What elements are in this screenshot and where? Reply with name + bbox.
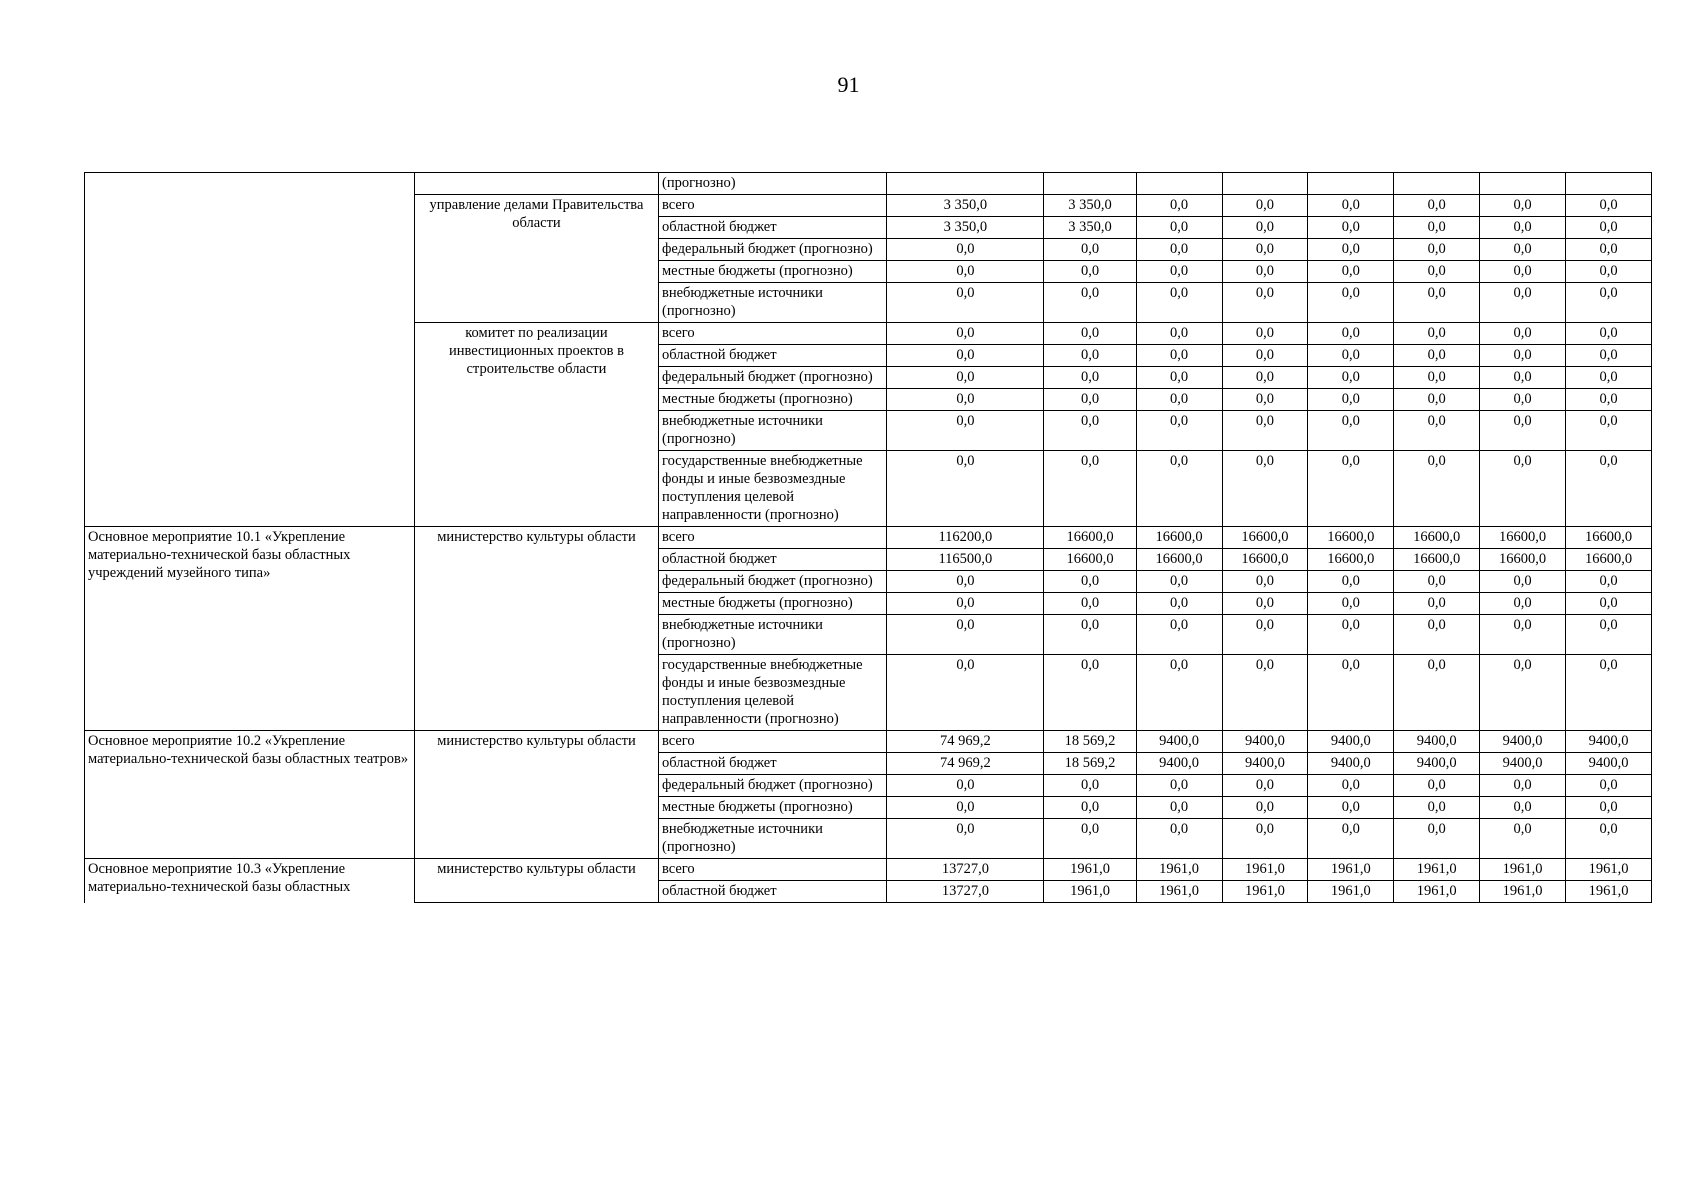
value-cell: 0,0 <box>1044 593 1136 615</box>
value-cell: 0,0 <box>1136 367 1222 389</box>
value-cell <box>1222 173 1308 195</box>
value-cell: 1961,0 <box>1308 859 1394 881</box>
value-cell: 9400,0 <box>1394 731 1480 753</box>
value-cell: 16600,0 <box>1394 549 1480 571</box>
value-cell: 0,0 <box>1566 345 1652 367</box>
value-cell: 0,0 <box>1566 655 1652 731</box>
value-cell: 9400,0 <box>1222 753 1308 775</box>
value-cell: 16600,0 <box>1044 549 1136 571</box>
funding-source-cell: местные бюджеты (прогнозно) <box>658 797 886 819</box>
value-cell: 0,0 <box>887 323 1044 345</box>
value-cell: 0,0 <box>1480 797 1566 819</box>
value-cell: 0,0 <box>1222 615 1308 655</box>
table-row <box>85 323 1652 345</box>
value-cell: 0,0 <box>1566 323 1652 345</box>
value-cell: 0,0 <box>1480 217 1566 239</box>
value-cell: 0,0 <box>1222 345 1308 367</box>
value-cell: 0,0 <box>1566 389 1652 411</box>
value-cell: 3 350,0 <box>887 217 1044 239</box>
value-cell: 0,0 <box>1394 797 1480 819</box>
table-row <box>85 195 1652 217</box>
value-cell: 0,0 <box>1136 797 1222 819</box>
value-cell <box>1044 173 1136 195</box>
value-cell: 0,0 <box>1044 411 1136 451</box>
value-cell: 0,0 <box>1222 217 1308 239</box>
value-cell: 0,0 <box>1394 451 1480 527</box>
value-cell: 0,0 <box>1394 345 1480 367</box>
value-cell: 0,0 <box>1308 195 1394 217</box>
value-cell: 0,0 <box>1308 283 1394 323</box>
value-cell: 16600,0 <box>1044 527 1136 549</box>
value-cell: 0,0 <box>1480 615 1566 655</box>
value-cell: 0,0 <box>1480 195 1566 217</box>
value-cell: 0,0 <box>1222 389 1308 411</box>
value-cell: 0,0 <box>1136 283 1222 323</box>
value-cell: 0,0 <box>1136 261 1222 283</box>
table-row <box>85 731 1652 753</box>
value-cell: 0,0 <box>887 819 1044 859</box>
value-cell: 9400,0 <box>1136 753 1222 775</box>
table-row <box>85 173 1652 195</box>
value-cell: 0,0 <box>1566 451 1652 527</box>
funding-source-cell: внебюджетные источники (прогнозно) <box>658 411 886 451</box>
value-cell: 0,0 <box>1044 615 1136 655</box>
value-cell: 74 969,2 <box>887 753 1044 775</box>
value-cell: 0,0 <box>887 615 1044 655</box>
funding-source-cell: федеральный бюджет (прогнозно) <box>658 239 886 261</box>
value-cell: 9400,0 <box>1566 731 1652 753</box>
value-cell: 0,0 <box>1566 797 1652 819</box>
value-cell: 9400,0 <box>1222 731 1308 753</box>
value-cell: 0,0 <box>1480 451 1566 527</box>
value-cell: 3 350,0 <box>887 195 1044 217</box>
value-cell: 0,0 <box>1136 239 1222 261</box>
value-cell: 0,0 <box>1566 819 1652 859</box>
funding-source-cell: всего <box>658 527 886 549</box>
value-cell: 0,0 <box>1566 593 1652 615</box>
value-cell: 16600,0 <box>1308 549 1394 571</box>
value-cell: 0,0 <box>1136 655 1222 731</box>
funding-source-cell: областной бюджет <box>658 549 886 571</box>
value-cell: 0,0 <box>1222 797 1308 819</box>
funding-source-cell: государственные внебюджетные фонды и иные безвозмездные поступления целевой направленности (прогнозно) <box>658 451 886 527</box>
value-cell: 0,0 <box>1308 593 1394 615</box>
value-cell: 9400,0 <box>1308 731 1394 753</box>
value-cell: 0,0 <box>1136 411 1222 451</box>
value-cell: 0,0 <box>1222 195 1308 217</box>
value-cell: 1961,0 <box>1222 859 1308 881</box>
value-cell: 0,0 <box>1044 367 1136 389</box>
funding-source-cell: местные бюджеты (прогнозно) <box>658 261 886 283</box>
value-cell: 74 969,2 <box>887 731 1044 753</box>
funding-source-cell: федеральный бюджет (прогнозно) <box>658 571 886 593</box>
value-cell: 0,0 <box>1308 411 1394 451</box>
value-cell: 0,0 <box>1136 451 1222 527</box>
value-cell: 0,0 <box>1136 345 1222 367</box>
value-cell: 1961,0 <box>1044 881 1136 903</box>
value-cell: 1961,0 <box>1480 859 1566 881</box>
value-cell: 1961,0 <box>1044 859 1136 881</box>
funding-source-cell: областной бюджет <box>658 881 886 903</box>
value-cell: 0,0 <box>887 571 1044 593</box>
value-cell: 0,0 <box>1222 571 1308 593</box>
value-cell: 0,0 <box>1480 593 1566 615</box>
value-cell: 0,0 <box>1044 345 1136 367</box>
value-cell: 16600,0 <box>1222 549 1308 571</box>
value-cell: 16600,0 <box>1394 527 1480 549</box>
funding-source-cell: всего <box>658 323 886 345</box>
funding-source-cell: государственные внебюджетные фонды и иные безвозмездные поступления целевой направленности (прогнозно) <box>658 655 886 731</box>
value-cell: 1961,0 <box>1394 859 1480 881</box>
value-cell <box>1480 173 1566 195</box>
value-cell: 1961,0 <box>1136 881 1222 903</box>
value-cell: 0,0 <box>1394 615 1480 655</box>
executor-cell: министерство культуры области <box>414 527 658 731</box>
value-cell: 0,0 <box>887 283 1044 323</box>
value-cell: 0,0 <box>1394 195 1480 217</box>
value-cell: 1961,0 <box>1480 881 1566 903</box>
value-cell: 0,0 <box>1222 261 1308 283</box>
value-cell: 0,0 <box>1394 239 1480 261</box>
value-cell: 16600,0 <box>1566 527 1652 549</box>
value-cell: 0,0 <box>1136 323 1222 345</box>
value-cell: 0,0 <box>1480 261 1566 283</box>
value-cell: 0,0 <box>887 389 1044 411</box>
value-cell: 0,0 <box>1566 367 1652 389</box>
value-cell: 0,0 <box>1394 389 1480 411</box>
funding-source-cell: местные бюджеты (прогнозно) <box>658 593 886 615</box>
budget-table <box>84 172 1652 903</box>
value-cell: 0,0 <box>1136 389 1222 411</box>
funding-source-cell: всего <box>658 195 886 217</box>
value-cell: 16600,0 <box>1480 527 1566 549</box>
value-cell: 0,0 <box>1222 593 1308 615</box>
value-cell <box>887 173 1044 195</box>
value-cell: 0,0 <box>887 367 1044 389</box>
funding-source-cell: всего <box>658 731 886 753</box>
value-cell: 0,0 <box>1394 411 1480 451</box>
value-cell: 0,0 <box>1136 217 1222 239</box>
funding-source-cell: всего <box>658 859 886 881</box>
value-cell: 0,0 <box>1044 283 1136 323</box>
value-cell: 0,0 <box>1480 367 1566 389</box>
value-cell: 13727,0 <box>887 881 1044 903</box>
value-cell: 0,0 <box>1044 797 1136 819</box>
value-cell: 1961,0 <box>1222 881 1308 903</box>
value-cell: 0,0 <box>1566 571 1652 593</box>
value-cell: 18 569,2 <box>1044 731 1136 753</box>
value-cell: 0,0 <box>1136 775 1222 797</box>
value-cell: 0,0 <box>1394 217 1480 239</box>
value-cell: 0,0 <box>1480 819 1566 859</box>
value-cell: 9400,0 <box>1136 731 1222 753</box>
value-cell: 0,0 <box>1566 283 1652 323</box>
value-cell: 0,0 <box>1044 261 1136 283</box>
value-cell: 9400,0 <box>1566 753 1652 775</box>
value-cell: 0,0 <box>887 593 1044 615</box>
value-cell: 0,0 <box>1480 411 1566 451</box>
funding-source-cell: внебюджетные источники (прогнозно) <box>658 283 886 323</box>
funding-source-cell: внебюджетные источники (прогнозно) <box>658 615 886 655</box>
value-cell: 9400,0 <box>1480 753 1566 775</box>
value-cell: 0,0 <box>1566 775 1652 797</box>
funding-source-cell: областной бюджет <box>658 345 886 367</box>
executor-cell <box>414 173 658 195</box>
value-cell: 0,0 <box>887 797 1044 819</box>
page-number: 91 <box>837 72 860 97</box>
value-cell: 0,0 <box>1566 411 1652 451</box>
value-cell: 0,0 <box>887 451 1044 527</box>
value-cell: 0,0 <box>1308 571 1394 593</box>
value-cell: 0,0 <box>1308 261 1394 283</box>
funding-source-cell: областной бюджет <box>658 753 886 775</box>
value-cell: 0,0 <box>1044 655 1136 731</box>
value-cell: 0,0 <box>1136 195 1222 217</box>
value-cell: 1961,0 <box>1136 859 1222 881</box>
value-cell: 0,0 <box>1480 345 1566 367</box>
value-cell: 0,0 <box>1222 819 1308 859</box>
funding-source-cell: федеральный бюджет (прогнозно) <box>658 775 886 797</box>
value-cell <box>1394 173 1480 195</box>
executor-cell: министерство культуры области <box>414 859 658 903</box>
value-cell: 0,0 <box>1136 571 1222 593</box>
value-cell: 1961,0 <box>1308 881 1394 903</box>
value-cell: 0,0 <box>1222 451 1308 527</box>
value-cell: 0,0 <box>1044 323 1136 345</box>
table-body <box>85 173 1652 903</box>
value-cell: 3 350,0 <box>1044 217 1136 239</box>
value-cell: 0,0 <box>1394 775 1480 797</box>
value-cell: 0,0 <box>1044 451 1136 527</box>
value-cell: 13727,0 <box>887 859 1044 881</box>
value-cell: 16600,0 <box>1136 549 1222 571</box>
value-cell: 0,0 <box>1394 367 1480 389</box>
value-cell: 0,0 <box>1308 819 1394 859</box>
value-cell: 0,0 <box>1308 217 1394 239</box>
value-cell: 0,0 <box>1136 615 1222 655</box>
table-row <box>85 859 1652 881</box>
value-cell: 0,0 <box>1394 323 1480 345</box>
value-cell: 0,0 <box>1222 283 1308 323</box>
activity-cell: Основное мероприятие 10.3 «Укрепление материально-технической базы областных <box>85 859 415 903</box>
value-cell: 0,0 <box>1566 239 1652 261</box>
value-cell: 116200,0 <box>887 527 1044 549</box>
value-cell: 0,0 <box>1308 323 1394 345</box>
value-cell: 0,0 <box>1394 283 1480 323</box>
funding-source-cell: внебюджетные источники (прогнозно) <box>658 819 886 859</box>
value-cell: 0,0 <box>1308 345 1394 367</box>
value-cell: 0,0 <box>1480 283 1566 323</box>
value-cell: 0,0 <box>1566 195 1652 217</box>
funding-source-cell: местные бюджеты (прогнозно) <box>658 389 886 411</box>
value-cell: 0,0 <box>1480 239 1566 261</box>
value-cell: 0,0 <box>1222 775 1308 797</box>
value-cell: 0,0 <box>887 261 1044 283</box>
executor-cell: управление делами Правительства области <box>414 195 658 323</box>
executor-cell: комитет по реализации инвестиционных проектов в строительстве области <box>414 323 658 527</box>
value-cell: 0,0 <box>1480 323 1566 345</box>
value-cell: 0,0 <box>1566 615 1652 655</box>
value-cell: 16600,0 <box>1566 549 1652 571</box>
value-cell: 0,0 <box>1394 593 1480 615</box>
value-cell: 0,0 <box>1480 389 1566 411</box>
value-cell: 0,0 <box>1222 367 1308 389</box>
value-cell: 0,0 <box>1308 797 1394 819</box>
value-cell: 9400,0 <box>1308 753 1394 775</box>
value-cell: 0,0 <box>887 655 1044 731</box>
value-cell: 0,0 <box>1136 819 1222 859</box>
value-cell: 0,0 <box>1308 655 1394 731</box>
table-row <box>85 527 1652 549</box>
value-cell: 0,0 <box>1394 571 1480 593</box>
value-cell: 0,0 <box>1222 239 1308 261</box>
activity-cell <box>85 323 415 527</box>
value-cell: 3 350,0 <box>1044 195 1136 217</box>
value-cell: 16600,0 <box>1136 527 1222 549</box>
value-cell: 0,0 <box>1136 593 1222 615</box>
value-cell: 9400,0 <box>1480 731 1566 753</box>
value-cell <box>1308 173 1394 195</box>
value-cell: 1961,0 <box>1566 881 1652 903</box>
funding-source-cell: областной бюджет <box>658 217 886 239</box>
value-cell: 0,0 <box>1480 775 1566 797</box>
value-cell: 0,0 <box>1308 615 1394 655</box>
funding-source-cell: (прогнозно) <box>658 173 886 195</box>
value-cell <box>1136 173 1222 195</box>
executor-cell: министерство культуры области <box>414 731 658 859</box>
value-cell: 0,0 <box>1480 655 1566 731</box>
value-cell: 0,0 <box>1566 261 1652 283</box>
value-cell: 18 569,2 <box>1044 753 1136 775</box>
value-cell: 0,0 <box>887 239 1044 261</box>
value-cell: 0,0 <box>1394 819 1480 859</box>
value-cell: 0,0 <box>1394 261 1480 283</box>
value-cell: 0,0 <box>887 345 1044 367</box>
value-cell: 116500,0 <box>887 549 1044 571</box>
value-cell: 0,0 <box>1044 819 1136 859</box>
activity-cell: Основное мероприятие 10.1 «Укрепление материально-технической базы областных учреждений музейного типа» <box>85 527 415 731</box>
value-cell: 0,0 <box>1308 239 1394 261</box>
value-cell: 0,0 <box>1308 451 1394 527</box>
funding-source-cell: федеральный бюджет (прогнозно) <box>658 367 886 389</box>
value-cell: 9400,0 <box>1394 753 1480 775</box>
activity-cell <box>85 195 415 323</box>
value-cell: 0,0 <box>1480 571 1566 593</box>
value-cell: 16600,0 <box>1480 549 1566 571</box>
value-cell: 0,0 <box>1044 239 1136 261</box>
value-cell: 16600,0 <box>1308 527 1394 549</box>
value-cell: 0,0 <box>1222 323 1308 345</box>
value-cell: 0,0 <box>1044 571 1136 593</box>
activity-cell <box>85 173 415 195</box>
value-cell: 0,0 <box>1222 411 1308 451</box>
value-cell: 16600,0 <box>1222 527 1308 549</box>
value-cell: 1961,0 <box>1566 859 1652 881</box>
value-cell <box>1566 173 1652 195</box>
value-cell: 0,0 <box>1308 775 1394 797</box>
value-cell: 0,0 <box>887 411 1044 451</box>
activity-cell: Основное мероприятие 10.2 «Укрепление материально-технической базы областных театров» <box>85 731 415 859</box>
value-cell: 0,0 <box>1308 367 1394 389</box>
value-cell: 0,0 <box>1566 217 1652 239</box>
value-cell: 0,0 <box>1308 389 1394 411</box>
value-cell: 0,0 <box>1394 655 1480 731</box>
value-cell: 0,0 <box>1222 655 1308 731</box>
value-cell: 0,0 <box>1044 775 1136 797</box>
value-cell: 1961,0 <box>1394 881 1480 903</box>
value-cell: 0,0 <box>887 775 1044 797</box>
value-cell: 0,0 <box>1044 389 1136 411</box>
